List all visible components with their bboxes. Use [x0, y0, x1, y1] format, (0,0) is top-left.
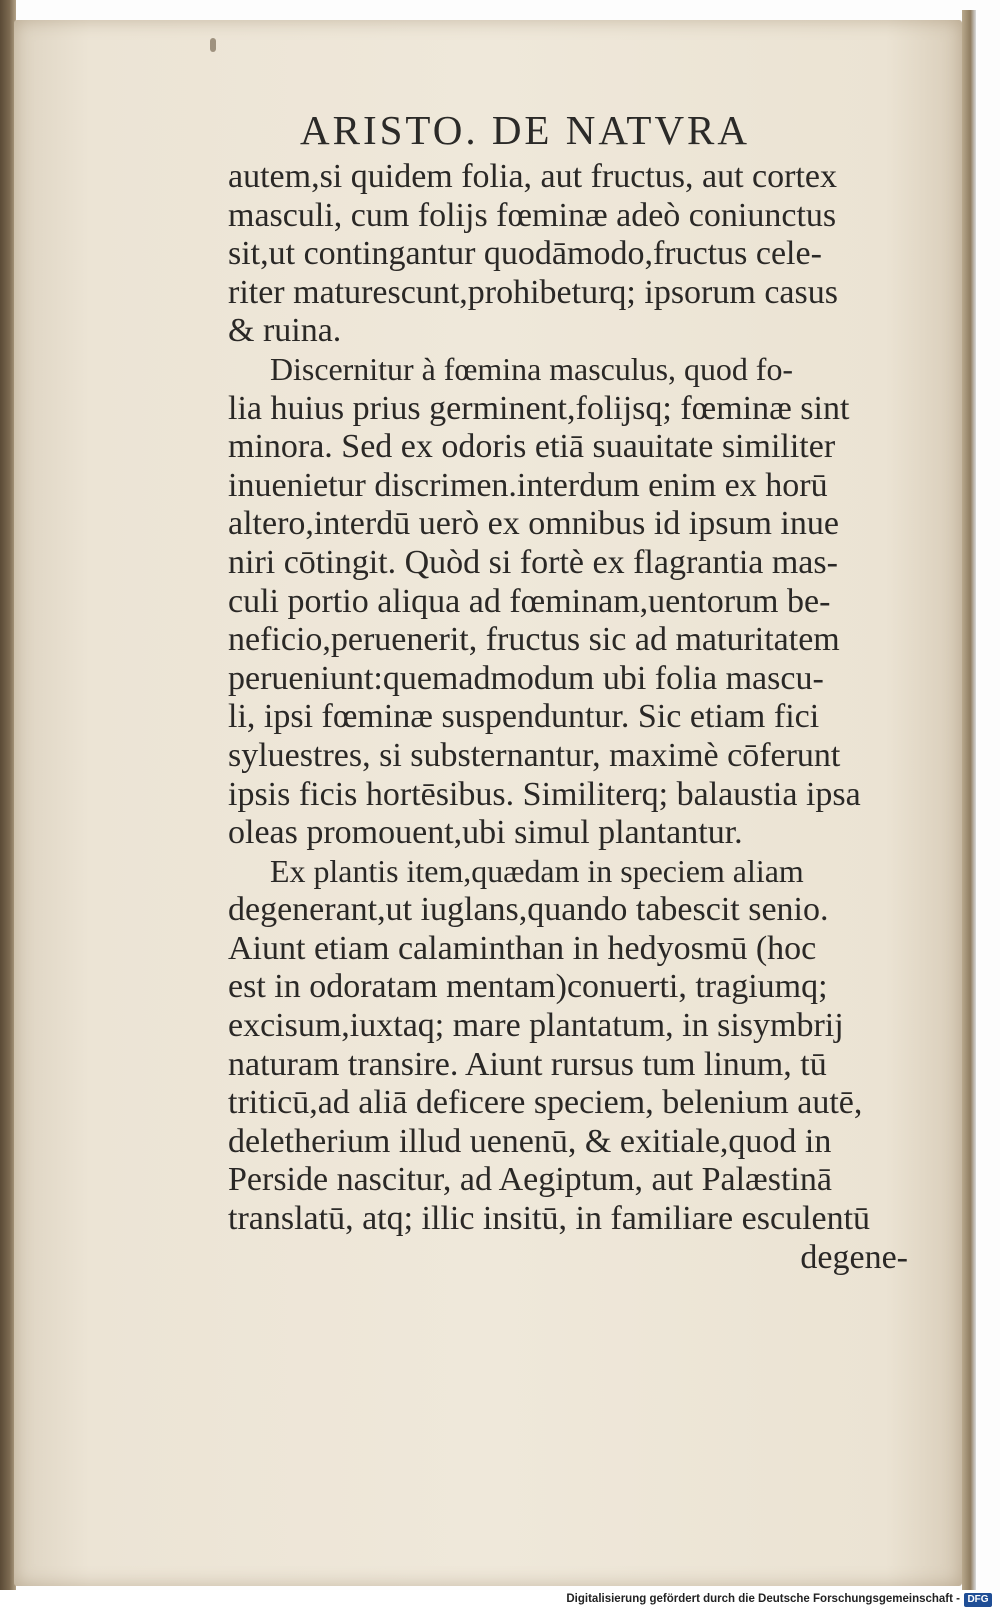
- text-line: degenerant,ut iuglans,quando tabescit senio.: [228, 891, 829, 929]
- text-line: perueniunt:quemadmodum ubi folia mascu-: [228, 659, 824, 697]
- dfg-logo: DFG: [964, 1593, 992, 1607]
- footer-bar: [0, 1590, 1000, 1612]
- text-line: neficio,peruenerit, fructus sic ad maturitatem: [228, 621, 840, 659]
- text-line: Ex plantis item,quædam in speciem aliam: [270, 853, 804, 889]
- running-head: ARISTO. DE NATVRA: [300, 107, 751, 153]
- digitization-credit: Digitalisierung gefördert durch die Deutsche Forschungsgemeinschaft -: [566, 1593, 960, 1605]
- text-line: Discernitur à fœmina masculus, quod fo-: [270, 351, 794, 387]
- text-line: Aiunt etiam calaminthan in hedyosmū (hoc: [228, 929, 817, 967]
- text-line: autem,si quidem folia, aut fructus, aut cortex: [228, 158, 837, 195]
- text-line: oleas promouent,ubi simul plantantur.: [228, 814, 743, 852]
- text-line: sit,ut contingantur quodāmodo,fructus cele-: [228, 235, 822, 273]
- text-line: & ruina.: [228, 312, 342, 350]
- text-line: translatū, atq; illic insitū, in familiare esculentū: [228, 1200, 871, 1238]
- text-line: riter maturescunt,prohibeturq; ipsorum casus: [228, 273, 838, 311]
- text-line: altero,interdū uerò ex omnibus id ipsum inue: [228, 505, 839, 543]
- catchword: degene-: [800, 1238, 908, 1276]
- text-line: excisum,iuxtaq; mare plantatum, in sisymbrij: [228, 1007, 844, 1045]
- text-line: deletherium illud uenenū, & exitiale,quod in: [228, 1122, 832, 1160]
- text-line: syluestres, si substernantur, maximè cōferunt: [228, 736, 841, 774]
- text-line: li, ipsi fœminæ suspenduntur. Sic etiam fici: [228, 698, 820, 736]
- text-line: est in odoratam mentam)conuerti, tragiumq;: [228, 968, 828, 1006]
- body-text: [228, 158, 918, 1277]
- text-line: inuenietur discrimen.interdum enim ex horū: [228, 466, 828, 504]
- text-line: minora. Sed ex odoris etiā suauitate similiter: [228, 428, 836, 466]
- text-line: lia huius prius germinent,folijsq; fœminæ sint: [228, 389, 850, 427]
- text-line: triticū,ad aliā deficere speciem, belenium autē,: [228, 1084, 863, 1122]
- text-line: naturam transire. Aiunt rursus tum linum, tū: [228, 1045, 827, 1083]
- page-edge: [962, 10, 976, 1590]
- ink-mark: [210, 38, 216, 52]
- text-line: masculi, cum folijs fœminæ adeò coniunctus: [228, 196, 837, 234]
- text-line: culi portio aliqua ad fœminam,uentorum be-: [228, 582, 831, 620]
- text-line: niri cōtingit. Quòd si fortè ex flagrantia mas-: [228, 543, 838, 581]
- text-line: ipsis ficis hortēsibus. Similiterq; balaustia ipsa: [228, 775, 861, 813]
- text-line: Perside nascitur, ad Aegiptum, aut Palæstinā: [228, 1161, 832, 1199]
